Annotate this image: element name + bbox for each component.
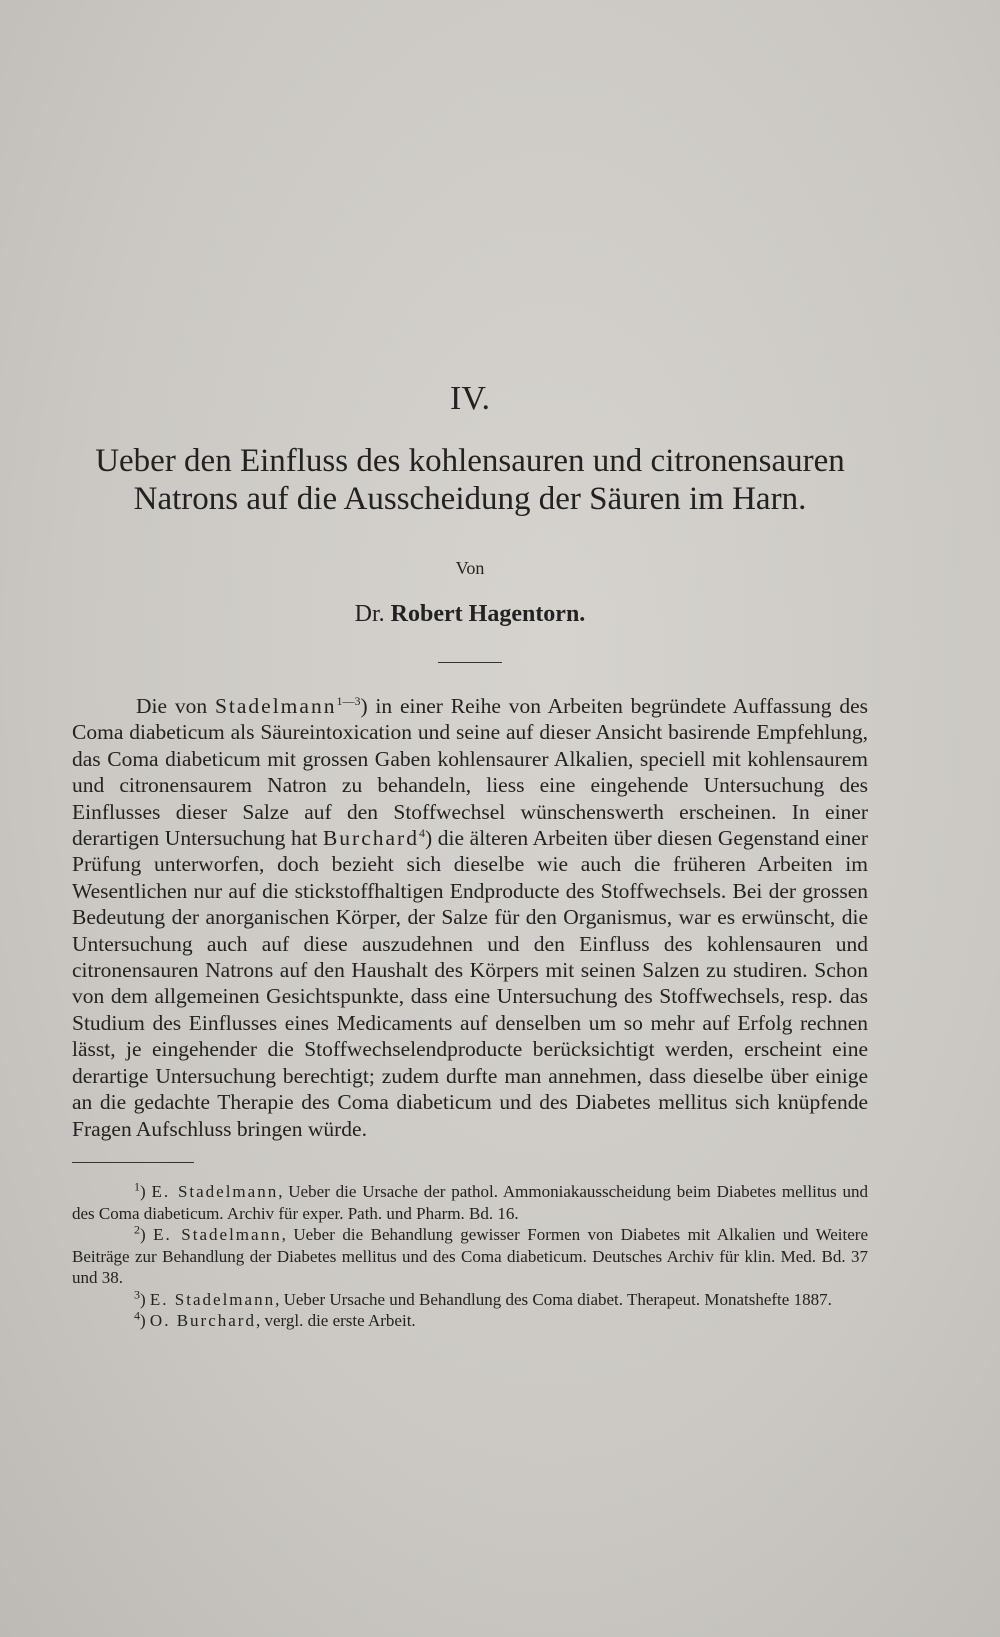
footnote: $^1$) E. Stadelmann, Ueber die Ursache der pathol. Ammoniakausscheidung beim Diabetes mellitus und des Coma diabeticum. Archiv für exper. Path. und Pharm. Bd. 16. [72, 1179, 868, 1223]
title-line-2: Natrons auf die Ausscheidung der Säuren im Harn. [133, 481, 807, 517]
page-content [72, 380, 868, 1332]
author-line [72, 601, 868, 628]
title-line-1: Ueber den Einfluss des kohlensauren und citronensauren [95, 443, 845, 479]
author-prefix: Dr. [354, 601, 385, 627]
footnote-text: , Ueber die Ursache der pathol. Ammoniakausscheidung beim Diabetes mellitus und des Coma diabeticum. Archiv für exper. Path. und Pharm. Bd. 16. [72, 1181, 868, 1223]
footnote-ref: 4 [418, 825, 425, 840]
body-paragraph [72, 693, 868, 1142]
footnote-mark: 1 [134, 1179, 140, 1194]
footnote-author: E. Stadelmann [151, 1181, 279, 1201]
author-name: Robert Hagentorn. [390, 601, 586, 627]
footnote-author: E. Stadelmann [149, 1289, 276, 1309]
article-title [72, 442, 868, 518]
body-text-part: Die von [136, 694, 215, 718]
footnote: $^4$) O. Burchard, vergl. die erste Arbeit. [134, 1308, 416, 1331]
body-text-part: ) die älteren Arbeiten über diesen Gegenstand einer Prüfung unterworfen, doch bezieht sich dieselbe wie auch die früheren Arbeiten im Wesentlichen nur auf die stickstoffhaltigen Endproducte des Stoffwechsels. Bei der grossen Bedeutung der anorganischen Körper, der Salze für den Organismus, war es erwünscht, die Untersuchung auch auf diese auszudehnen und den Einfluss des kohlensauren und citronensauren Natrons auf den Haushalt des Körpers mit seinen Salzen zu studiren. Schon von dem allgemeinen Gesichtspunkte, dass eine Untersuchung des Stoffwechsels, resp. das Studium des Einflusses eines Medicaments auf denselben um so mehr auf Erfolg rechnen lässt, je eingehender die Stoffwechselendproducte berücksichtigt werden, erscheint eine derartige Untersuchung berechtigt; zudem durfte man annehmen, dass dieselbe über einige an die gedachte Therapie des Coma diabeticum und des Diabetes mellitus sich knüpfende Fragen Aufschluss bringen würde. [72, 826, 868, 1141]
chapter-number: IV. [450, 380, 490, 417]
author-ref-burchard: Burchard [322, 826, 419, 851]
footnote-text: , Ueber die Behandlung gewisser Formen von Diabetes mit Alkalien und Weitere Beiträge zur Behandlung der Diabetes mellitus und des Coma diabeticum. Deutsches Archiv für klin. Med. Bd. 37 und 38. [72, 1225, 868, 1288]
footnote-mark: 3 [134, 1287, 140, 1302]
byline-von: Von [455, 558, 485, 578]
author-ref-stadelmann: Stadelmann [214, 694, 337, 718]
footnote-text: , vergl. die erste Arbeit. [255, 1311, 416, 1331]
footnote-text: , Ueber Ursache und Behandlung des Coma diabet. Therapeut. Monatshefte 1887. [275, 1289, 832, 1309]
title-separator [438, 662, 502, 663]
footnote-author: E. Stadelmann [153, 1225, 282, 1245]
footnote-ref: 1—3 [336, 693, 361, 708]
footnote: $^2$) E. Stadelmann, Ueber die Behandlung gewisser Formen von Diabetes mit Alkalien und Weitere Beiträge zur Behandlung der Diabetes mellitus und des Coma diabeticum. Deutsches Archiv für klin. Med. Bd. 37 und 38. [72, 1222, 868, 1288]
body-text-part: ) in einer Reihe von Arbeiten begründete Auffassung des Coma diabeticum als Säureintoxication und seine auf dieser Ansicht basirende Empfehlung, das Coma diabeticum mit grossen Gaben kohlensaurer Alkalien, speciell mit kohlensaurem und citronensaurem Natron zu behandeln, liess eine eingehende Untersuchung des Einflusses dieser Salze auf den Stoffwechsel wünschenswerth erscheinen. In einer derartigen Untersuchung hat [72, 694, 868, 851]
footnote-separator [72, 1162, 194, 1163]
footnote-mark: 4 [134, 1308, 140, 1323]
footnote-mark: 2 [134, 1222, 140, 1237]
footnote-author: O. Burchard [149, 1311, 256, 1331]
footnote: $^3$) E. Stadelmann, Ueber Ursache und Behandlung des Coma diabet. Therapeut. Monatshefte 1887. [134, 1287, 832, 1309]
